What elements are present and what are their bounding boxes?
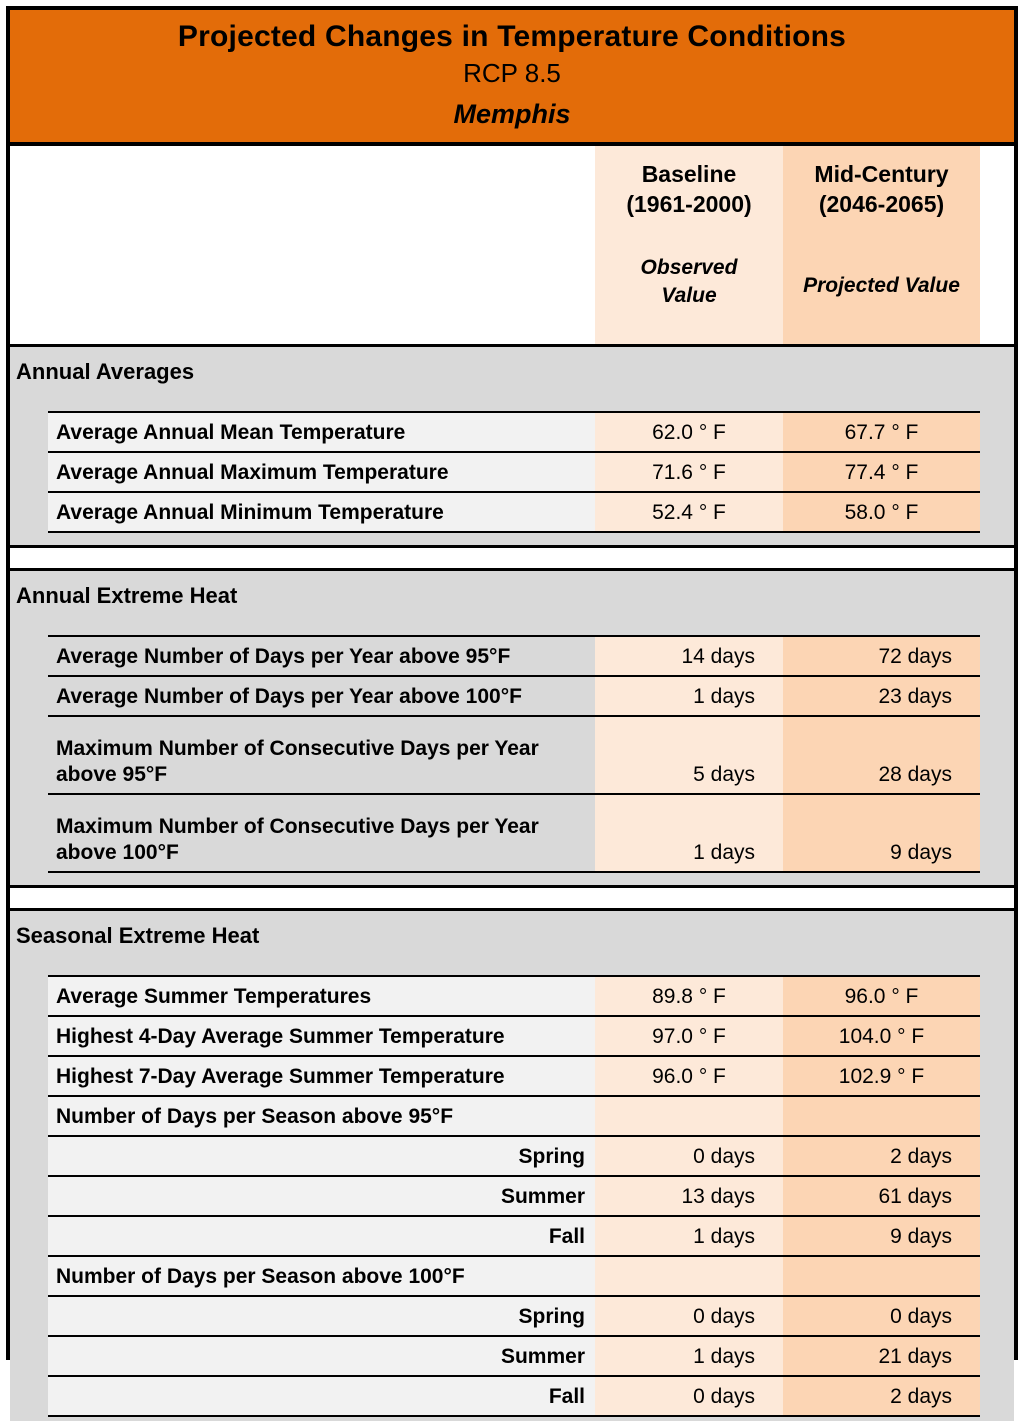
- season-label: Spring: [48, 1137, 595, 1175]
- mid-century-value: 72 days: [783, 637, 980, 675]
- row-label: Average Annual Mean Temperature: [48, 413, 595, 451]
- table-row: [48, 453, 980, 493]
- baseline-value: 1 days: [595, 1337, 783, 1375]
- mid-century-value: 96.0 ° F: [783, 977, 980, 1015]
- column-header-baseline: [595, 146, 783, 344]
- mid-century-value: 58.0 ° F: [783, 493, 980, 531]
- table-row: [48, 1297, 980, 1337]
- season-label: Summer: [48, 1337, 595, 1375]
- baseline-value: 0 days: [595, 1137, 783, 1175]
- table-subheader-row: [48, 1097, 980, 1137]
- mid-century-value-label: Projected Value: [803, 273, 960, 297]
- baseline-value: [595, 1257, 783, 1295]
- table-row: [48, 977, 980, 1017]
- table-row: [48, 1177, 980, 1217]
- section-annual-extreme-heat: [10, 568, 1014, 888]
- baseline-value-label: Observed Value: [640, 255, 738, 308]
- baseline-value: 89.8 ° F: [595, 977, 783, 1015]
- table-subheader-row: [48, 1257, 980, 1297]
- table-row: [48, 1057, 980, 1097]
- mid-century-value: 77.4 ° F: [783, 453, 980, 491]
- row-label: Average Number of Days per Year above 95°F: [48, 637, 595, 675]
- baseline-value: 13 days: [595, 1177, 783, 1215]
- baseline-column-title: Baseline: [641, 161, 737, 187]
- table-row: [48, 413, 980, 453]
- page-title: Projected Changes in Temperature Conditions: [177, 20, 847, 53]
- column-headers: [10, 146, 1014, 344]
- section-title: Annual Averages: [16, 359, 195, 384]
- table-row: [48, 1017, 980, 1057]
- table-row: [48, 795, 980, 873]
- city-label: Memphis: [453, 99, 571, 129]
- mid-century-column-title: Mid-Century: [814, 161, 949, 187]
- baseline-value: 0 days: [595, 1297, 783, 1335]
- section-rows: [48, 411, 980, 533]
- baseline-value: 1 days: [595, 795, 783, 871]
- mid-century-value: 102.9 ° F: [783, 1057, 980, 1095]
- baseline-value: 71.6 ° F: [595, 453, 783, 491]
- table-row: [48, 677, 980, 717]
- report-banner: [10, 10, 1014, 146]
- row-label: Number of Days per Season above 95°F: [48, 1097, 595, 1135]
- mid-century-value: 21 days: [783, 1337, 980, 1375]
- scenario-label: RCP 8.5: [463, 58, 561, 88]
- season-label: Spring: [48, 1297, 595, 1335]
- mid-century-value: 104.0 ° F: [783, 1017, 980, 1055]
- baseline-value: 96.0 ° F: [595, 1057, 783, 1095]
- table-row: [48, 493, 980, 533]
- baseline-value: 1 days: [595, 1217, 783, 1255]
- mid-century-value: 0 days: [783, 1297, 980, 1335]
- baseline-column-period: (1961-2000): [626, 190, 752, 217]
- row-label: Highest 4-Day Average Summer Temperature: [48, 1017, 595, 1055]
- table-row: [48, 717, 980, 795]
- baseline-value: 14 days: [595, 637, 783, 675]
- baseline-value: [595, 1097, 783, 1135]
- column-header-spacer: [10, 146, 595, 344]
- row-label: Average Annual Maximum Temperature: [48, 453, 595, 491]
- section-annual-averages: [10, 344, 1014, 548]
- section-gap: [10, 548, 1014, 568]
- table-row: [48, 1217, 980, 1257]
- mid-century-value: 23 days: [783, 677, 980, 715]
- section-seasonal-extreme-heat: [10, 908, 1014, 1421]
- mid-century-column-period: (2046-2065): [818, 190, 945, 217]
- mid-century-value: 61 days: [783, 1177, 980, 1215]
- table-row: [48, 1377, 980, 1417]
- mid-century-value: 9 days: [783, 795, 980, 871]
- mid-century-value: 2 days: [783, 1137, 980, 1175]
- mid-century-value: 2 days: [783, 1377, 980, 1415]
- baseline-value: 62.0 ° F: [595, 413, 783, 451]
- table-row: [48, 1137, 980, 1177]
- table-frame: [6, 6, 1018, 1408]
- row-label: Average Annual Minimum Temperature: [48, 493, 595, 531]
- mid-century-value: 28 days: [783, 717, 980, 793]
- season-label: Fall: [48, 1217, 595, 1255]
- baseline-value: 5 days: [595, 717, 783, 793]
- section-title: Seasonal Extreme Heat: [16, 923, 260, 948]
- row-label: Highest 7-Day Average Summer Temperature: [48, 1057, 595, 1095]
- row-label: Maximum Number of Consecutive Days per Year above 100°F: [48, 795, 595, 871]
- section-title: Annual Extreme Heat: [16, 583, 238, 608]
- row-label: Average Number of Days per Year above 100°F: [48, 677, 595, 715]
- baseline-value: 0 days: [595, 1377, 783, 1415]
- mid-century-value: 67.7 ° F: [783, 413, 980, 451]
- table-row: [48, 637, 980, 677]
- column-header-mid-century: [783, 146, 980, 344]
- mid-century-value: [783, 1257, 980, 1295]
- row-label: Number of Days per Season above 100°F: [48, 1257, 595, 1295]
- baseline-value: 1 days: [595, 677, 783, 715]
- row-label: Maximum Number of Consecutive Days per Year above 95°F: [48, 717, 595, 793]
- table-row: [48, 1337, 980, 1377]
- section-rows: [48, 975, 980, 1417]
- season-label: Summer: [48, 1177, 595, 1215]
- section-gap: [10, 888, 1014, 908]
- baseline-value: 97.0 ° F: [595, 1017, 783, 1055]
- section-rows: [48, 635, 980, 873]
- mid-century-value: 9 days: [783, 1217, 980, 1255]
- season-label: Fall: [48, 1377, 595, 1415]
- mid-century-value: [783, 1097, 980, 1135]
- row-label: Average Summer Temperatures: [48, 977, 595, 1015]
- baseline-value: 52.4 ° F: [595, 493, 783, 531]
